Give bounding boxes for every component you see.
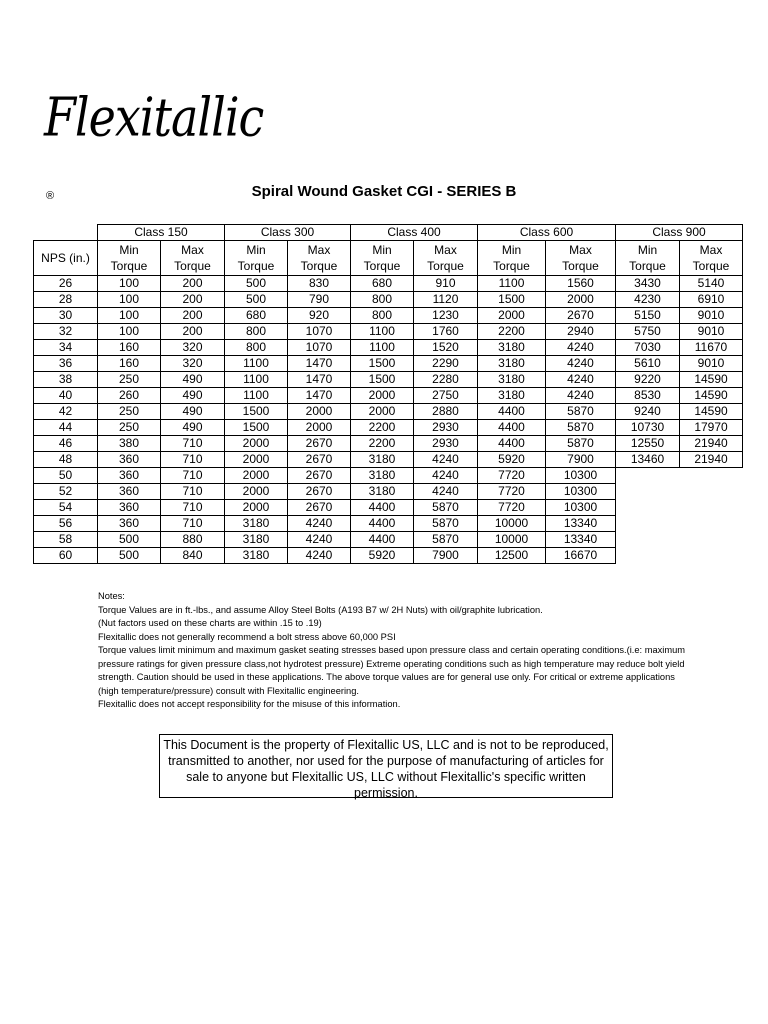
torque-cell: 790 [288, 292, 351, 308]
torque-table [33, 224, 743, 564]
nps-cell: 26 [34, 276, 98, 292]
torque-cell: 680 [225, 308, 288, 324]
torque-cell: 3180 [225, 532, 288, 548]
class-150-header: Class 150 [98, 225, 225, 241]
torque-cell: 2000 [225, 436, 288, 452]
torque-cell: 21940 [680, 452, 743, 468]
nps-cell: 48 [34, 452, 98, 468]
torque-cell: 4400 [478, 404, 546, 420]
torque-cell: 9010 [680, 324, 743, 340]
torque-cell: 800 [351, 292, 414, 308]
torque-cell: 500 [98, 548, 161, 564]
torque-cell: 1500 [351, 372, 414, 388]
torque-cell: 490 [161, 404, 225, 420]
empty-cell [616, 532, 680, 548]
nps-cell: 50 [34, 468, 98, 484]
max-torque-header: Max Torque [161, 241, 225, 276]
torque-cell: 2000 [351, 404, 414, 420]
table-row [34, 500, 743, 516]
torque-cell: 3180 [478, 372, 546, 388]
torque-cell: 12550 [616, 436, 680, 452]
nps-cell: 36 [34, 356, 98, 372]
torque-cell: 2000 [225, 500, 288, 516]
torque-cell: 5920 [478, 452, 546, 468]
max-torque-header: Max Torque [546, 241, 616, 276]
note-line: Flexitallic does not accept responsibility for the misuse of this information. [98, 699, 401, 709]
note-line: Flexitallic does not generally recommend a bolt stress above 60,000 PSI [98, 631, 396, 642]
table-row [34, 388, 743, 404]
torque-cell: 10000 [478, 532, 546, 548]
torque-cell: 1470 [288, 356, 351, 372]
torque-cell: 1100 [225, 372, 288, 388]
torque-cell: 8530 [616, 388, 680, 404]
torque-cell: 5870 [546, 420, 616, 436]
note-paragraph: Torque values limit minimum and maximum gasket seating stresses based upon pressure class and certain operating conditions.(i.e: maximum pressure ratings for given pressure class,not hydrotest pressure) Extreme operating conditions such as high temperature may reduce bolt yield strength. Caution should be used in these applications. The above torque values are for general use only. For critical or extreme applications (high temperature/pressure) consult with Flexitallic engineering. [98, 645, 686, 696]
torque-cell: 1500 [351, 356, 414, 372]
class-400-header: Class 400 [351, 225, 478, 241]
torque-cell: 500 [225, 276, 288, 292]
torque-cell: 10300 [546, 484, 616, 500]
torque-cell: 1470 [288, 388, 351, 404]
torque-cell: 490 [161, 420, 225, 436]
torque-cell: 1070 [288, 324, 351, 340]
torque-cell: 2000 [225, 484, 288, 500]
empty-cell [680, 548, 743, 564]
torque-cell: 2000 [288, 404, 351, 420]
torque-cell: 3180 [478, 388, 546, 404]
torque-cell: 680 [351, 276, 414, 292]
table-row [34, 292, 743, 308]
max-torque-header: Max Torque [288, 241, 351, 276]
torque-cell: 100 [98, 292, 161, 308]
torque-cell: 7720 [478, 468, 546, 484]
torque-cell: 910 [414, 276, 478, 292]
torque-cell: 1120 [414, 292, 478, 308]
torque-cell: 360 [98, 452, 161, 468]
min-torque-header: Min Torque [98, 241, 161, 276]
torque-cell: 3180 [478, 340, 546, 356]
nps-cell: 34 [34, 340, 98, 356]
torque-cell: 10000 [478, 516, 546, 532]
nps-cell: 58 [34, 532, 98, 548]
empty-cell [680, 468, 743, 484]
torque-cell: 4400 [351, 516, 414, 532]
page-title: Spiral Wound Gasket CGI - SERIES B [251, 183, 517, 200]
torque-cell: 100 [98, 324, 161, 340]
torque-cell: 260 [98, 388, 161, 404]
torque-cell: 2000 [546, 292, 616, 308]
torque-cell: 3180 [225, 548, 288, 564]
torque-cell: 4400 [351, 500, 414, 516]
torque-cell: 2000 [225, 468, 288, 484]
torque-cell: 4240 [288, 516, 351, 532]
torque-cell: 3180 [351, 484, 414, 500]
torque-cell: 5870 [546, 436, 616, 452]
torque-cell: 9220 [616, 372, 680, 388]
torque-cell: 10300 [546, 468, 616, 484]
torque-cell: 17970 [680, 420, 743, 436]
table-row [34, 468, 743, 484]
torque-cell: 200 [161, 308, 225, 324]
torque-cell: 14590 [680, 388, 743, 404]
torque-cell: 4240 [414, 452, 478, 468]
table-row [34, 340, 743, 356]
min-torque-header: Min Torque [478, 241, 546, 276]
empty-cell [616, 468, 680, 484]
torque-cell: 880 [161, 532, 225, 548]
empty-cell [680, 484, 743, 500]
nps-cell: 30 [34, 308, 98, 324]
table-row [34, 372, 743, 388]
nps-header: NPS (in.) [34, 241, 98, 276]
torque-cell: 2000 [288, 420, 351, 436]
torque-cell: 5610 [616, 356, 680, 372]
torque-cell: 2670 [288, 436, 351, 452]
torque-cell: 200 [161, 276, 225, 292]
torque-cell: 250 [98, 420, 161, 436]
torque-cell: 1100 [225, 356, 288, 372]
torque-cell: 6910 [680, 292, 743, 308]
torque-cell: 3180 [351, 452, 414, 468]
torque-cell: 1500 [225, 420, 288, 436]
torque-cell: 360 [98, 516, 161, 532]
torque-cell: 710 [161, 516, 225, 532]
notes-heading: Notes: [98, 591, 125, 601]
torque-cell: 2930 [414, 420, 478, 436]
torque-cell: 7720 [478, 484, 546, 500]
torque-cell: 3180 [225, 516, 288, 532]
torque-cell: 21940 [680, 436, 743, 452]
torque-cell: 1760 [414, 324, 478, 340]
torque-cell: 250 [98, 372, 161, 388]
torque-cell: 2880 [414, 404, 478, 420]
torque-cell: 7900 [414, 548, 478, 564]
empty-cell [616, 516, 680, 532]
torque-cell: 380 [98, 436, 161, 452]
torque-cell: 5870 [414, 532, 478, 548]
table-row [34, 484, 743, 500]
torque-cell: 920 [288, 308, 351, 324]
torque-cell: 11670 [680, 340, 743, 356]
torque-cell: 2290 [414, 356, 478, 372]
torque-cell: 5150 [616, 308, 680, 324]
torque-cell: 710 [161, 436, 225, 452]
torque-cell: 13340 [546, 516, 616, 532]
table-row [34, 276, 743, 292]
class-300-header: Class 300 [225, 225, 351, 241]
torque-cell: 360 [98, 500, 161, 516]
torque-cell: 10730 [616, 420, 680, 436]
torque-cell: 490 [161, 372, 225, 388]
torque-cell: 5870 [414, 500, 478, 516]
nps-cell: 44 [34, 420, 98, 436]
table-row [34, 516, 743, 532]
torque-cell: 800 [225, 324, 288, 340]
table-row [34, 308, 743, 324]
torque-cell: 1230 [414, 308, 478, 324]
torque-cell: 14590 [680, 372, 743, 388]
torque-cell: 360 [98, 484, 161, 500]
torque-cell: 320 [161, 340, 225, 356]
min-torque-header: Min Torque [351, 241, 414, 276]
torque-cell: 800 [225, 340, 288, 356]
table-row [34, 420, 743, 436]
torque-cell: 14590 [680, 404, 743, 420]
class-900-header: Class 900 [616, 225, 743, 241]
torque-cell: 4240 [546, 340, 616, 356]
torque-cell: 4400 [478, 420, 546, 436]
torque-cell: 9010 [680, 356, 743, 372]
min-torque-header: Min Torque [616, 241, 680, 276]
torque-cell: 2000 [351, 388, 414, 404]
note-line: Torque Values are in ft.-lbs., and assume Alloy Steel Bolts (A193 B7 w/ 2H Nuts) with oil/graphite lubrication. [98, 604, 543, 615]
torque-cell: 710 [161, 484, 225, 500]
torque-cell: 500 [98, 532, 161, 548]
torque-cell: 490 [161, 388, 225, 404]
torque-cell: 2200 [351, 420, 414, 436]
torque-cell: 3180 [351, 468, 414, 484]
torque-cell: 1070 [288, 340, 351, 356]
torque-cell: 2750 [414, 388, 478, 404]
torque-cell: 4400 [478, 436, 546, 452]
torque-cell: 320 [161, 356, 225, 372]
table-row [34, 548, 743, 564]
torque-cell: 2200 [478, 324, 546, 340]
torque-cell: 9240 [616, 404, 680, 420]
torque-cell: 2670 [288, 484, 351, 500]
nps-cell: 60 [34, 548, 98, 564]
empty-cell [616, 548, 680, 564]
torque-cell: 1100 [351, 324, 414, 340]
table-row [34, 356, 743, 372]
torque-cell: 7030 [616, 340, 680, 356]
torque-cell: 1100 [478, 276, 546, 292]
torque-cell: 9010 [680, 308, 743, 324]
torque-header-row [34, 241, 743, 276]
table-row [34, 436, 743, 452]
torque-cell: 840 [161, 548, 225, 564]
torque-cell: 100 [98, 308, 161, 324]
torque-cell: 4240 [546, 372, 616, 388]
torque-cell: 5870 [546, 404, 616, 420]
torque-cell: 13340 [546, 532, 616, 548]
torque-cell: 10300 [546, 500, 616, 516]
registered-mark: ® [46, 190, 55, 202]
empty-cell [680, 532, 743, 548]
torque-cell: 2000 [225, 452, 288, 468]
max-torque-header: Max Torque [680, 241, 743, 276]
torque-cell: 7720 [478, 500, 546, 516]
torque-cell: 4240 [288, 548, 351, 564]
torque-cell: 710 [161, 468, 225, 484]
empty-cell [680, 500, 743, 516]
torque-cell: 710 [161, 452, 225, 468]
torque-cell: 5140 [680, 276, 743, 292]
torque-cell: 16670 [546, 548, 616, 564]
empty-cell [680, 516, 743, 532]
torque-cell: 4400 [351, 532, 414, 548]
torque-cell: 1560 [546, 276, 616, 292]
torque-cell: 2000 [478, 308, 546, 324]
torque-cell: 2670 [546, 308, 616, 324]
torque-cell: 5750 [616, 324, 680, 340]
torque-cell: 4240 [546, 356, 616, 372]
empty-cell [616, 484, 680, 500]
table-row [34, 452, 743, 468]
nps-cell: 56 [34, 516, 98, 532]
torque-cell: 4240 [414, 468, 478, 484]
torque-cell: 4230 [616, 292, 680, 308]
nps-cell: 38 [34, 372, 98, 388]
torque-cell: 1470 [288, 372, 351, 388]
nps-cell: 42 [34, 404, 98, 420]
torque-cell: 1500 [478, 292, 546, 308]
torque-cell: 160 [98, 340, 161, 356]
torque-table-body [34, 276, 743, 564]
torque-cell: 3430 [616, 276, 680, 292]
torque-cell: 360 [98, 468, 161, 484]
torque-cell: 12500 [478, 548, 546, 564]
empty-cell [616, 500, 680, 516]
torque-cell: 2930 [414, 436, 478, 452]
torque-cell: 5920 [351, 548, 414, 564]
logo-wordmark: Flexitallic [44, 85, 264, 149]
table-row [34, 404, 743, 420]
torque-cell: 2280 [414, 372, 478, 388]
torque-cell: 1520 [414, 340, 478, 356]
table-row [34, 324, 743, 340]
torque-cell: 710 [161, 500, 225, 516]
torque-cell: 4240 [546, 388, 616, 404]
torque-cell: 7900 [546, 452, 616, 468]
torque-cell: 200 [161, 292, 225, 308]
torque-cell: 2670 [288, 468, 351, 484]
class-600-header: Class 600 [478, 225, 616, 241]
torque-cell: 1500 [225, 404, 288, 420]
torque-cell: 100 [98, 276, 161, 292]
nps-cell: 32 [34, 324, 98, 340]
torque-cell: 160 [98, 356, 161, 372]
torque-cell: 2670 [288, 452, 351, 468]
note-line: (Nut factors used on these charts are within .15 to .19) [98, 618, 322, 628]
nps-cell: 28 [34, 292, 98, 308]
torque-cell: 4240 [288, 532, 351, 548]
max-torque-header: Max Torque [414, 241, 478, 276]
torque-cell: 250 [98, 404, 161, 420]
torque-cell: 830 [288, 276, 351, 292]
flexitallic-logo [44, 82, 264, 202]
torque-cell: 3180 [478, 356, 546, 372]
torque-cell: 1100 [225, 388, 288, 404]
torque-cell: 2940 [546, 324, 616, 340]
nps-cell: 40 [34, 388, 98, 404]
nps-cell: 46 [34, 436, 98, 452]
class-header-row [34, 225, 743, 241]
min-torque-header: Min Torque [225, 241, 288, 276]
torque-cell: 800 [351, 308, 414, 324]
corner-cell [34, 225, 98, 241]
torque-cell: 4240 [414, 484, 478, 500]
torque-cell: 5870 [414, 516, 478, 532]
disclaimer-box: This Document is the property of Flexitallic US, LLC and is not to be reproduced, transmitted to another, nor used for the purpose of manufacturing of articles for sale to anyone but Flexitallic US, LLC without Flexitallic's specific written permission. [159, 734, 613, 798]
torque-cell: 2200 [351, 436, 414, 452]
torque-cell: 500 [225, 292, 288, 308]
nps-cell: 52 [34, 484, 98, 500]
torque-cell: 13460 [616, 452, 680, 468]
torque-cell: 200 [161, 324, 225, 340]
notes-section [98, 590, 698, 712]
torque-cell: 1100 [351, 340, 414, 356]
table-row [34, 532, 743, 548]
nps-cell: 54 [34, 500, 98, 516]
torque-cell: 2670 [288, 500, 351, 516]
